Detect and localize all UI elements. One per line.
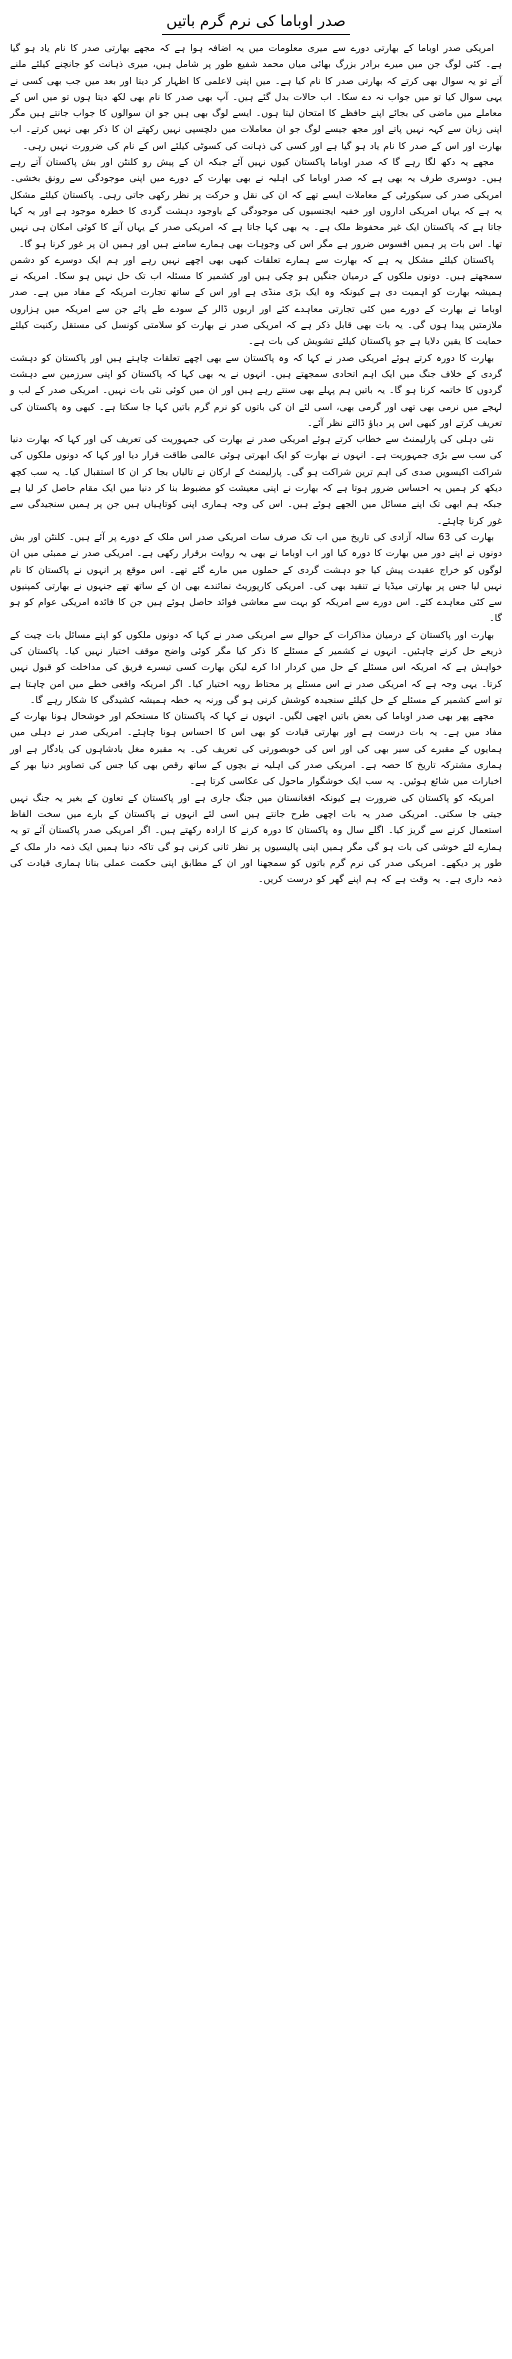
article-paragraph: پاکستان کیلئے مشکل یہ ہے کہ بھارت سے ہمارے تعلقات کبھی بھی اچھے نہیں رہے اور ہم ایک دوسرے کو دشمن سمجھتے ہیں۔ دونوں ملکوں کے درمیان جنگیں ہو چکی ہیں اور کشمیر کا مسئلہ اب تک حل نہیں ہو سکا۔ امریکہ نے ہمیشہ بھارت کو اہمیت دی ہے کیونکہ وہ ایک بڑی منڈی ہے اور اس کے ساتھ تجارت امریکہ کے مفاد میں ہے۔ صدر اوباما نے بھارت کے دورے میں کئی تجارتی معاہدے کئے اور اربوں ڈالر کے سودے طے پائے جن سے امریکہ میں ہزاروں ملازمتیں پیدا ہوں گی۔ یہ بات بھی قابل ذکر ہے کہ امریکی صدر نے بھارت کو سلامتی کونسل کی مستقل رکنیت کیلئے حمایت کا یقین دلایا ہے جو پاکستان کیلئے تشویش کی بات ہے۔ <box>10 254 502 348</box>
article-paragraph: مجھے یہ دکھ لگا رہے گا کہ صدر اوباما پاکستان کیوں نہیں آئے جبکہ ان کے پیش رو کلنٹن اور بش پاکستان آتے رہے ہیں۔ دوسری طرف یہ بھی ہے کہ صدر اوباما کی اہلیہ نے بھی بھارت کے دورے میں اپنی موجودگی سے رونق بخشی۔ امریکی صدر کی سیکورٹی کے معاملات ایسے تھے کہ ان کی نقل و حرکت پر نظر رکھی جاتی رہی۔ پاکستان کیلئے مشکل یہ ہے کہ یہاں امریکی اداروں اور خفیہ ایجنسیوں کی موجودگی کے باوجود دہشت گردی کا خطرہ موجود ہے اور یہ کہا جاتا ہے کہ پاکستان ایک غیر محفوظ ملک ہے۔ یہ بھی کہا جاتا ہے کہ امریکی صدر کے یہاں آنے کا کوئی امکان ہی نہیں تھا۔ اس بات پر ہمیں افسوس ضرور ہے مگر اس کی وجوہات بھی ہمارے سامنے ہیں اور ہمیں ان پر غور کرنا ہو گا۔ <box>10 157 502 250</box>
article-paragraph: بھارت کا دورہ کرتے ہوئے امریکی صدر نے کہا کہ وہ پاکستان سے بھی اچھے تعلقات چاہتے ہیں اور پاکستان کو دہشت گردی کے خلاف جنگ میں ایک اہم اتحادی سمجھتے ہیں۔ انہوں نے یہ بھی کہا کہ پاکستان کو اپنی سرزمین سے دہشت گردوں کا خاتمہ کرنا ہو گا۔ یہ باتیں ہم پہلے بھی سنتے رہے ہیں اور ان میں کوئی نئی بات نہیں۔ امریکی صدر کے لب و لہجے میں نرمی بھی تھی اور گرمی بھی، اسی لئے ان کی باتوں کو نرم گرم باتیں کہا جا سکتا ہے۔ کبھی وہ پاکستان کی تعریف کرتے اور کبھی اس پر دباؤ ڈالتے نظر آئے۔ <box>10 352 502 429</box>
article-paragraph: بھارت کی 63 سالہ آزادی کی تاریخ میں اب تک صرف سات امریکی صدر اس ملک کے دورے پر آئے ہیں۔ کلنٹن اور بش دونوں نے اپنے دور میں بھارت کا دورہ کیا اور اب اوباما نے بھی یہ روایت برقرار رکھی ہے۔ امریکی صدر نے ممبئی میں ان لوگوں کو خراج عقیدت پیش کیا جو دہشت گردی کے حملوں میں مارے گئے تھے۔ اس موقع پر انہوں نے پاکستان کا نام نہیں لیا جس پر بھارتی میڈیا نے تنقید بھی کی۔ امریکی کارپوریٹ نمائندے بھی ان کے ساتھ تھے جنہوں نے بھارتی کمپنیوں سے کئی معاہدے کئے۔ اس دورے سے امریکہ کو بہت سے معاشی فوائد حاصل ہوئے ہیں جن کا فائدہ امریکی عوام کو ہو گا۔ <box>10 531 502 625</box>
article-paragraph: بھارت اور پاکستان کے درمیان مذاکرات کے حوالے سے امریکی صدر نے کہا کہ دونوں ملکوں کو اپنے مسائل بات چیت کے ذریعے حل کرنے چاہئیں۔ انہوں نے کشمیر کے مسئلے کا ذکر کیا مگر کوئی واضح موقف اختیار نہیں کیا۔ پاکستان کی خواہش ہے کہ امریکہ اس مسئلے کے حل میں کردار ادا کرے لیکن بھارت کسی تیسرے فریق کی مداخلت کو قبول نہیں کرتا۔ یہی وجہ ہے کہ امریکی صدر نے اس مسئلے پر محتاط رویہ اختیار کیا۔ اگر امریکہ واقعی خطے میں امن چاہتا ہے تو اسے کشمیر کے مسئلے کے حل کیلئے سنجیدہ کوشش کرنی ہو گی ورنہ یہ خطہ ہمیشہ کشیدگی کا شکار رہے گا۔ <box>10 629 502 706</box>
headline-container <box>10 10 502 35</box>
article-body <box>10 41 502 888</box>
article-paragraph: امریکی صدر اوباما کے بھارتی دورے سے میری معلومات میں یہ اضافہ ہوا ہے کہ مجھے بھارتی صدر کا نام یاد ہو گیا ہے۔ کئی لوگ جن میں میرے برادر بزرگ بھائی میاں محمد شفیع طور پر شامل ہیں، میری ذہانت کو جانچنے کیلئے ملنے آتے تو یہ سوال بھی کرتے کہ بھارتی صدر کا نام کیا ہے۔ میں اپنی لاعلمی کا اظہار کر دیتا اور بعد میں جب بھی کسی نے یہی سوال کیا تو میں جواب نہ دے سکا۔ اب حالات بدل گئے ہیں۔ آپ بھی صدر کا نام بھی لکھ دیتا ہوں تو میں اس کے معاملے میں ماضی کی بجائے اپنے حافظے کا امتحان لیتا ہوں۔ ایسے لوگ بھی ہیں جو ان سوالوں کا جواب جانتے ہیں مگر اپنی زبان سے کہہ نہیں پاتے اور مجھ جیسے لوگ جو ان معاملات میں دلچسپی نہیں رکھتے ان کا ذکر بھی نہیں کرتے۔ اب بھارت اور اس کے صدر کا نام یاد ہو گیا ہے اور کسی کی ذہانت کی کسوٹی کیلئے اس کے نام کی ضرورت نہیں رہی۔ <box>10 43 502 152</box>
article-paragraph: نئی دہلی کی پارلیمنٹ سے خطاب کرتے ہوئے امریکی صدر نے بھارت کی جمہوریت کی تعریف کی اور کہا کہ بھارت دنیا کی سب سے بڑی جمہوریت ہے۔ انہوں نے بھارت کو ایک ابھرتی ہوئی عالمی طاقت قرار دیا اور کہا کہ دونوں ملکوں کی شراکت اکیسویں صدی کی اہم ترین شراکت ہو گی۔ پارلیمنٹ کے ارکان نے تالیاں بجا کر ان کا استقبال کیا۔ یہ سب کچھ دیکھ کر ہمیں یہ احساس ضرور ہوتا ہے کہ بھارت نے اپنی معیشت کو مضبوط بنا کر دنیا میں ایک مقام حاصل کر لیا ہے جبکہ ہم ابھی تک اپنے مسائل میں الجھے ہوئے ہیں۔ اس کی وجہ ہماری اپنی کوتاہیاں ہیں جن پر ہمیں سنجیدگی سے غور کرنا چاہئے۔ <box>10 434 502 527</box>
article-paragraph: مجھے پھر بھی صدر اوباما کی بعض باتیں اچھی لگیں۔ انہوں نے کہا کہ پاکستان کا مستحکم اور خوشحال ہونا بھارت کے مفاد میں ہے۔ یہ بات درست ہے اور بھارتی قیادت کو بھی اس کا احساس ہونا چاہئے۔ امریکی صدر نے دہلی میں ہمایوں کے مقبرے کی سیر بھی کی اور اس کی خوبصورتی کی تعریف کی۔ یہ مقبرہ مغل بادشاہوں کی یادگار ہے اور ہماری مشترکہ تاریخ کا حصہ ہے۔ امریکی صدر کی اہلیہ نے بچوں کے ساتھ رقص بھی کیا جس کی تصاویر دنیا بھر کے اخبارات میں شائع ہوئیں۔ یہ سب ایک خوشگوار ماحول کی عکاسی کرتا ہے۔ <box>10 711 502 788</box>
article-headline: صدر اوباما کی نرم گرم باتیں <box>162 10 349 35</box>
article-paragraph: امریکہ کو پاکستان کی ضرورت ہے کیونکہ افغانستان میں جنگ جاری ہے اور پاکستان کے تعاون کے بغیر یہ جنگ نہیں جیتی جا سکتی۔ امریکی صدر یہ بات اچھی طرح جانتے ہیں اسی لئے انہوں نے پاکستان کے بارے میں سخت الفاظ استعمال کرنے سے گریز کیا۔ اگلے سال وہ پاکستان کا دورہ کرنے کا ارادہ رکھتے ہیں۔ اگر امریکی صدر پاکستان آئے تو یہ ہمارے لئے خوشی کی بات ہو گی مگر ہمیں اپنی پالیسیوں پر نظر ثانی کرنی ہو گی تاکہ دنیا ہمیں ایک ذمہ دار ملک کے طور پر دیکھے۔ امریکی صدر کی نرم گرم باتوں کو سمجھنا اور ان کے مطابق اپنی حکمت عملی بنانا ہماری قیادت کی ذمہ داری ہے۔ یہ وقت ہے کہ ہم اپنے گھر کو درست کریں۔ <box>10 792 502 886</box>
